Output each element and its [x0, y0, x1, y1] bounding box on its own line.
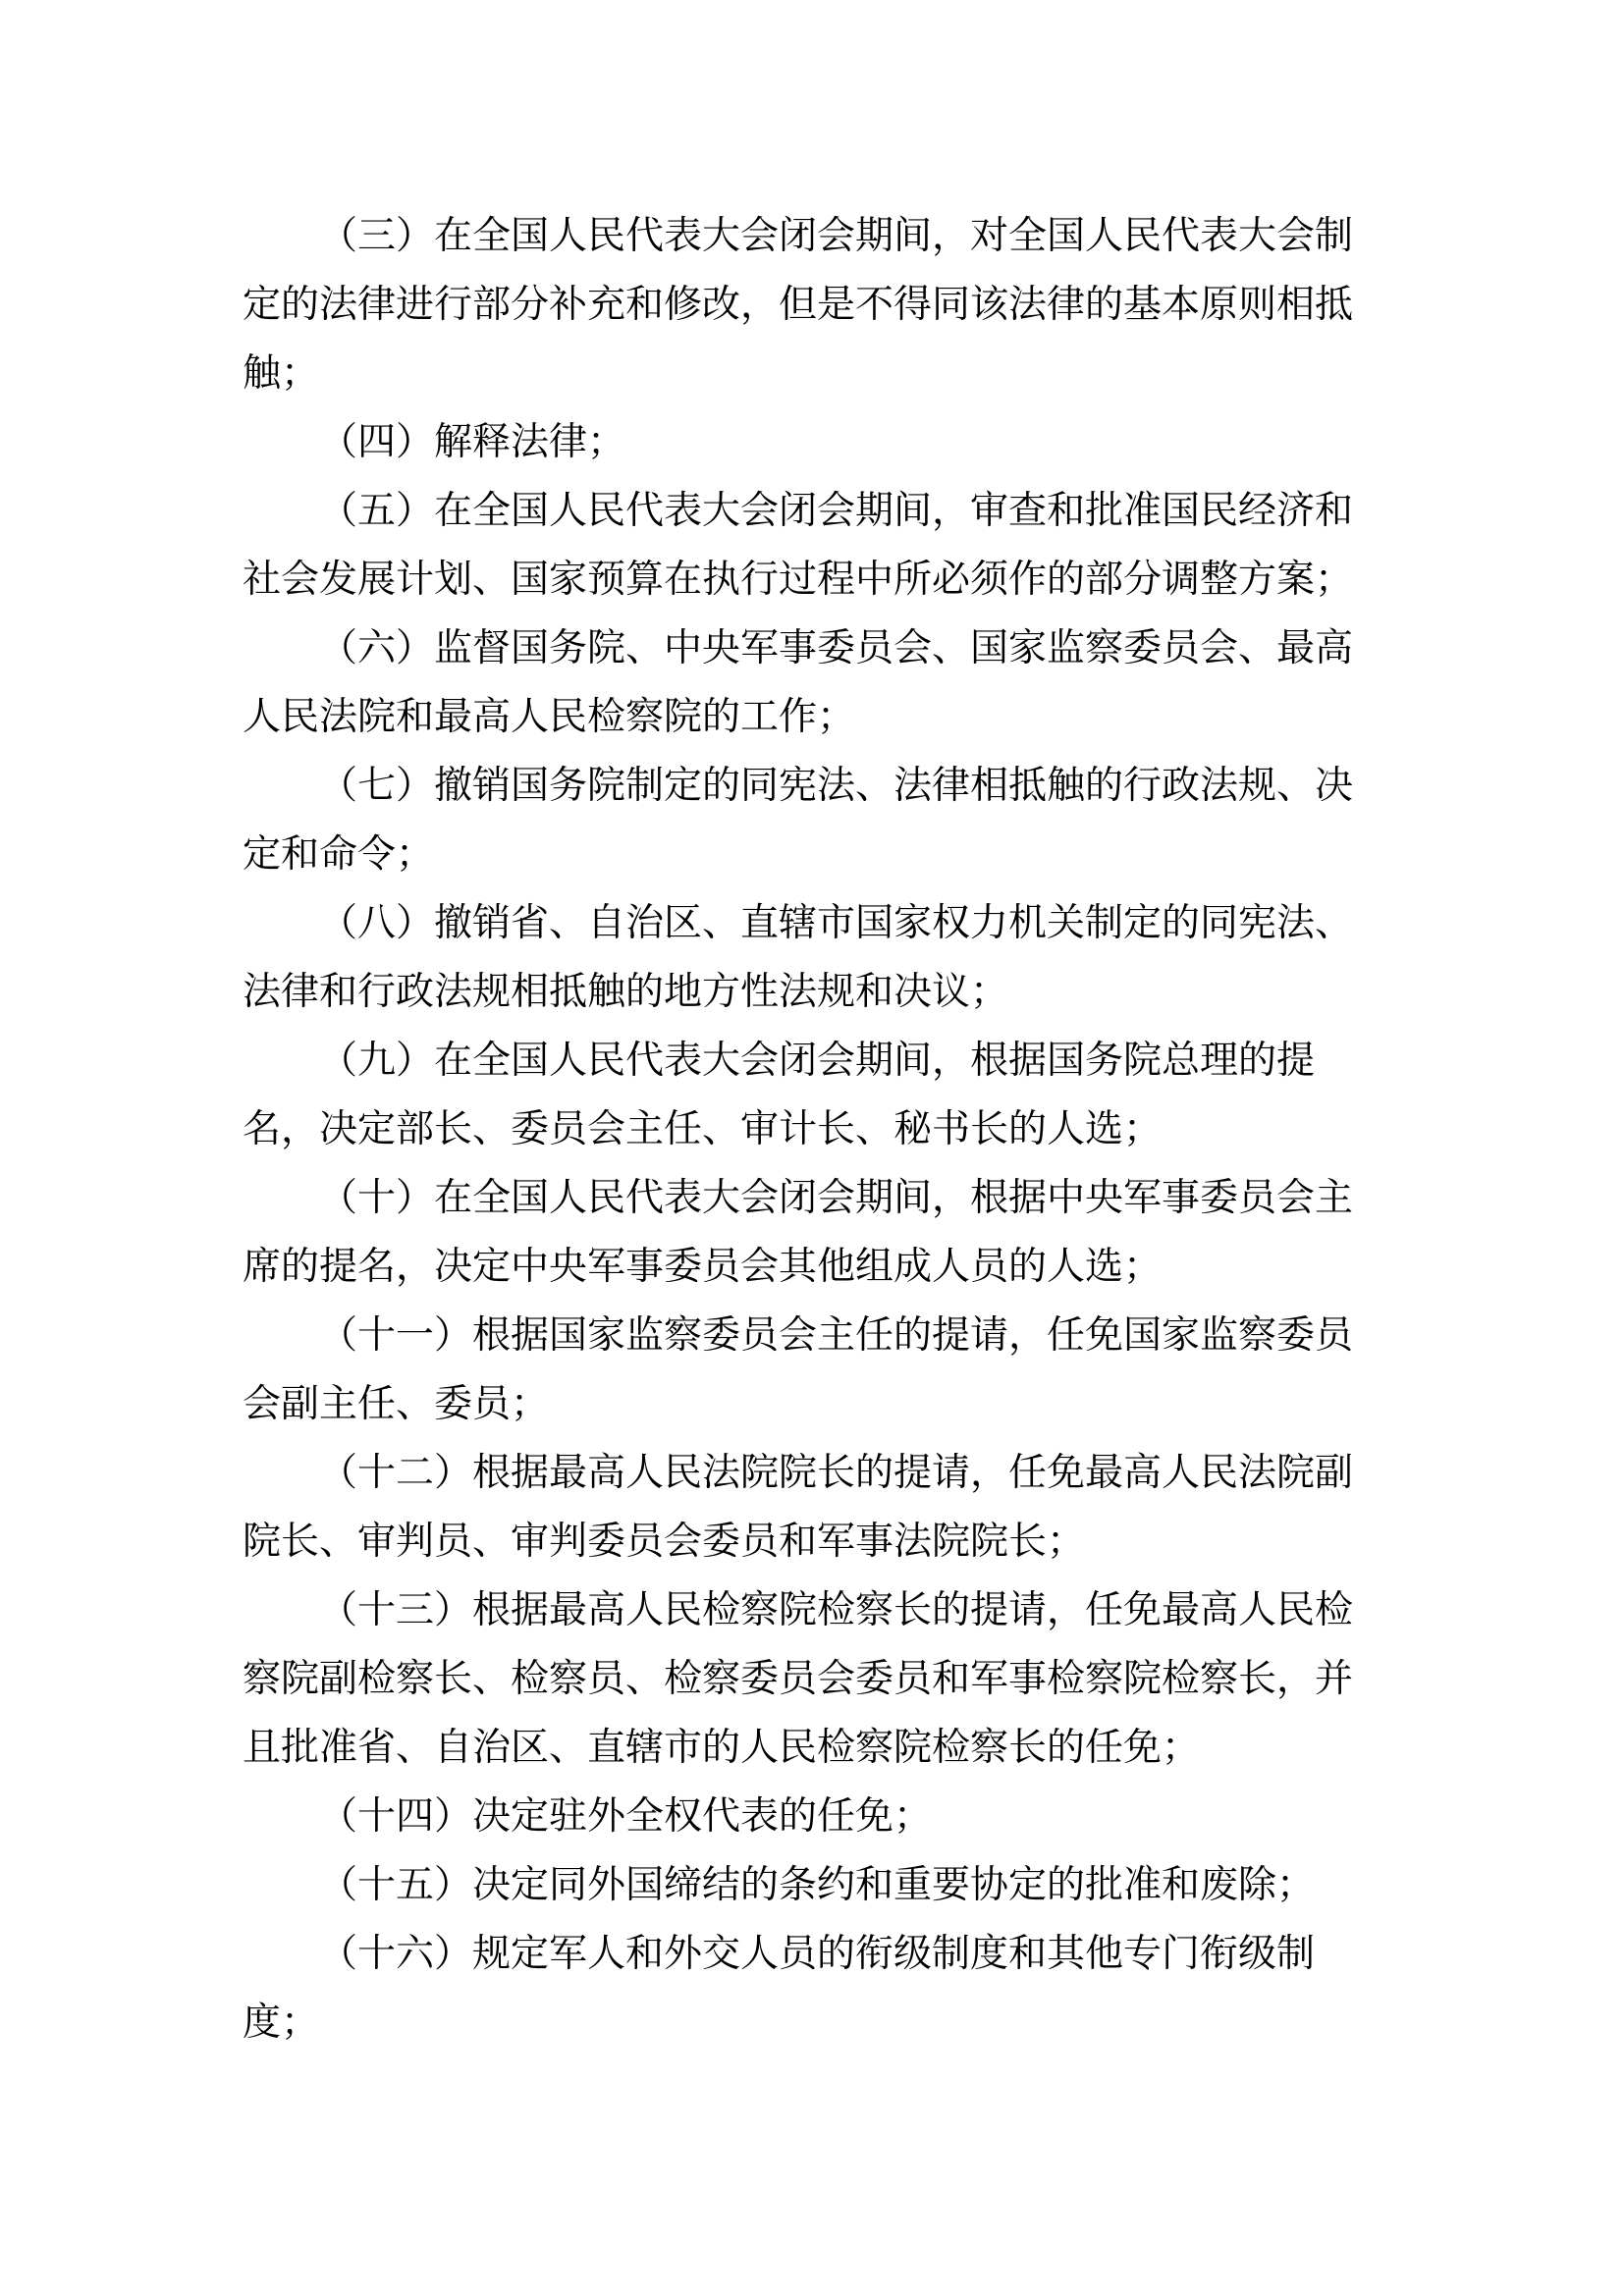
- text-line: （四）解释法律；: [319, 421, 626, 463]
- text-line: 且批准省、自治区、直辖市的人民检察院检察长的任免；: [243, 1727, 1201, 1769]
- text-line: 会副主任、委员；: [243, 1383, 550, 1425]
- text-line: （十）在全国人民代表大会闭会期间，根据中央军事委员会主: [319, 1177, 1354, 1219]
- paragraph: [243, 1027, 1381, 1164]
- paragraph: [243, 1783, 1381, 1851]
- paragraph: [243, 477, 1381, 614]
- document-text-block: [243, 202, 1381, 2057]
- paragraph: [243, 202, 1381, 408]
- text-line: （三）在全国人民代表大会闭会期间，对全国人民代表大会制: [319, 215, 1354, 257]
- text-line: （十三）根据最高人民检察院检察长的提请，任免最高人民检: [319, 1589, 1354, 1631]
- text-line: （五）在全国人民代表大会闭会期间，审查和批准国民经济和: [319, 490, 1354, 532]
- text-line: （十二）根据最高人民法院院长的提请，任免最高人民法院副: [319, 1452, 1354, 1494]
- text-line: （六）监督国务院、中央军事委员会、国家监察委员会、最高: [319, 627, 1354, 669]
- text-line: 人民法院和最高人民检察院的工作；: [243, 696, 856, 738]
- text-line: 触；: [243, 352, 320, 395]
- text-line: 院长、审判员、审判委员会委员和军事法院院长；: [243, 1521, 1086, 1563]
- paragraph: [243, 1302, 1381, 1439]
- paragraph: [243, 1439, 1381, 1576]
- text-line: 度；: [243, 2002, 320, 2044]
- paragraph: [243, 1851, 1381, 1920]
- text-line: （九）在全国人民代表大会闭会期间，根据国务院总理的提: [319, 1040, 1316, 1082]
- text-line: （十六）规定军人和外交人员的衔级制度和其他专门衔级制: [319, 1933, 1316, 1975]
- text-line: 席的提名，决定中央军事委员会其他组成人员的人选；: [243, 1246, 1163, 1288]
- paragraph: [243, 1920, 1381, 2057]
- text-line: 法律和行政法规相抵触的地方性法规和决议；: [243, 971, 1009, 1013]
- text-line: （十五）决定同外国缔结的条约和重要协定的批准和废除；: [319, 1864, 1316, 1906]
- text-line: （十四）决定驻外全权代表的任免；: [319, 1795, 933, 1838]
- text-line: （七）撤销国务院制定的同宪法、法律相抵触的行政法规、决: [319, 765, 1354, 807]
- text-line: （十一）根据国家监察委员会主任的提请，任免国家监察委员: [319, 1314, 1354, 1357]
- paragraph: [243, 408, 1381, 477]
- text-line: 社会发展计划、国家预算在执行过程中所必须作的部分调整方案；: [243, 559, 1354, 601]
- text-line: 定和命令；: [243, 833, 435, 876]
- paragraph: [243, 752, 1381, 889]
- paragraph: [243, 614, 1381, 752]
- text-line: （八）撤销省、自治区、直辖市国家权力机关制定的同宪法、: [319, 902, 1354, 944]
- paragraph: [243, 1164, 1381, 1302]
- text-line: 定的法律进行部分补充和修改，但是不得同该法律的基本原则相抵: [243, 284, 1354, 326]
- paragraph: [243, 1576, 1381, 1783]
- text-line: 名，决定部长、委员会主任、审计长、秘书长的人选；: [243, 1108, 1163, 1150]
- text-line: 察院副检察长、检察员、检察委员会委员和军事检察院检察长，并: [243, 1658, 1354, 1700]
- paragraph: [243, 889, 1381, 1027]
